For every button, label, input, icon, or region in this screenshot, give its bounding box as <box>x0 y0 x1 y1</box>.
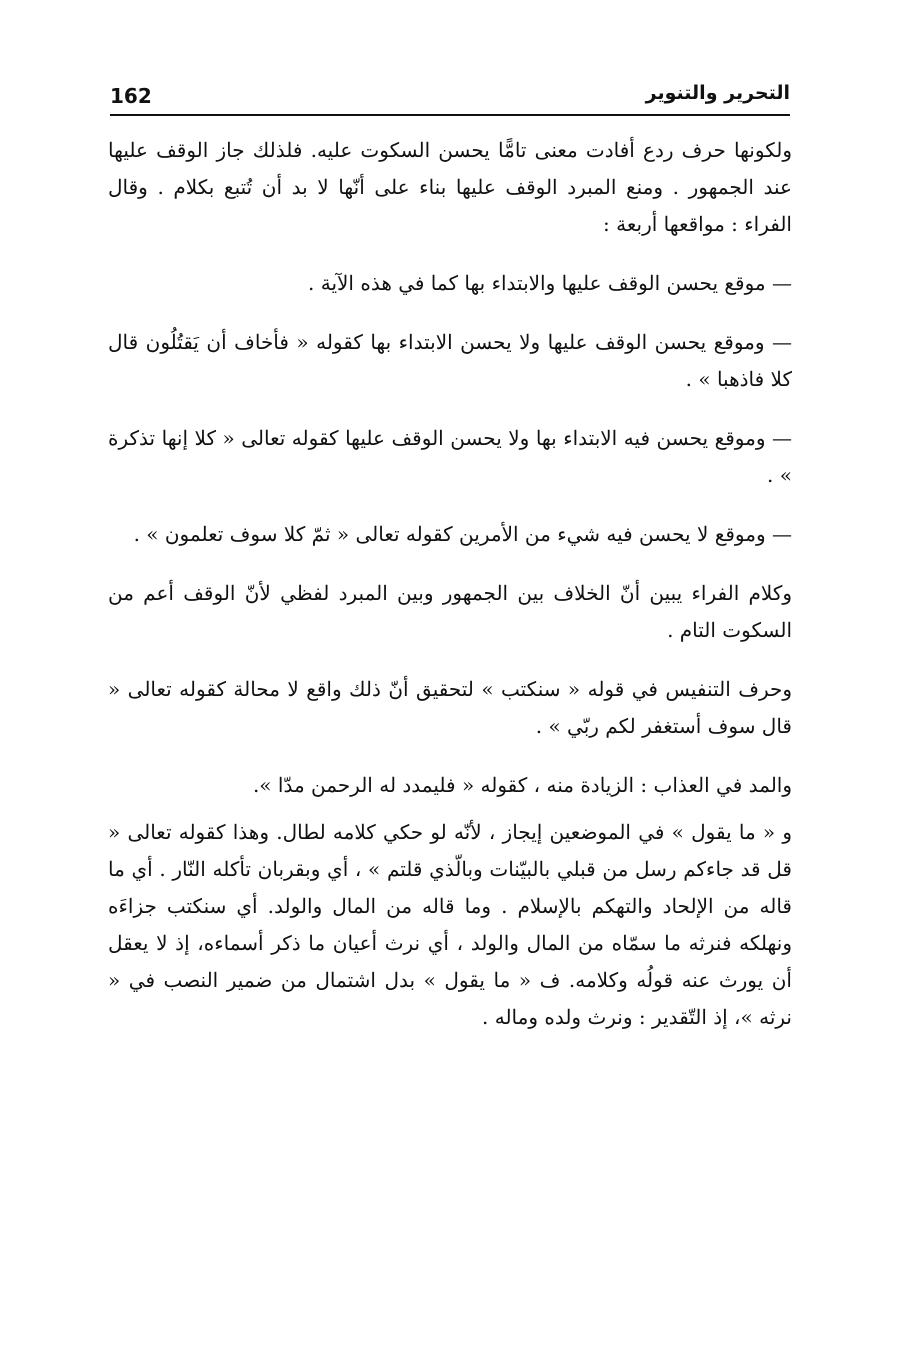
paragraph-farra-view: وكلام الفراء يبين أنّ الخلاف بين الجمهور وبين المبرد لفظي لأنّ الوقف أعم من السكوت التام . <box>108 581 792 642</box>
paragraph-kalla-meaning: ولكونها حرف ردع أفادت معنى تامًّا يحسن السكوت عليه. فلذلك جاز الوقف عليها عند الجمهور . ومنع المبرد الوقف عليها بناء على أنّها لا بد أن تُتبع بكلام . وقال الفراء : مواقعها أربعة : <box>108 138 792 236</box>
page-number: 162 <box>110 84 152 108</box>
body-text <box>108 132 792 1058</box>
list-item-position-2: — وموقع يحسن الوقف عليها ولا يحسن الابتداء بها كقوله « فأخاف أن يَقتُلُون قال كلا فاذهبا » . <box>108 330 792 391</box>
list-item-position-4: — وموقع لا يحسن فيه شيء من الأمرين كقوله تعالى « ثمّ كلا سوف تعلمون » . <box>133 522 792 546</box>
list-item-position-3: — وموقع يحسن فيه الابتداء بها ولا يحسن الوقف عليها كقوله تعالى « كلا إنها تذكرة » . <box>108 426 792 487</box>
paragraph-tanfis: وحرف التنفيس في قوله « سنكتب » لتحقيق أنّ ذلك واقع لا محالة كقوله تعالى « قال سوف أستغفر لكم ربّي » . <box>108 677 792 738</box>
running-title: التحرير والتنوير <box>645 82 790 104</box>
page-header <box>110 82 790 116</box>
list-item-position-1: — موقع يحسن الوقف عليها والابتداء بها كما في هذه الآية . <box>308 271 792 295</box>
paragraph-ma-yaqul: و « ما يقول » في الموضعين إيجاز ، لأنّه لو حكي كلامه لطال. وهذا كقوله تعالى « قل قد جاءكم رسل من قبلي بالبيّنات وبالّذي قلتم » ، أي وبقربان تأكله النّار . أي ما قاله من الإلحاد والتهكم بالإسلام . وما قاله من المال والولد. أي سنكتب جزاءَه ونهلكه فنرثه ما سمّاه من المال والولد ، أي نرث أعيان ما ذكر أسماءه، إذ لا يعقل أن يورث عنه قولُه وكلامه. ف « ما يقول » بدل اشتمال من ضمير النصب في « نرثه »، إذ التّقدير : ونرث ولده وماله . <box>108 820 792 1029</box>
paragraph-madd: والمد في العذاب : الزيادة منه ، كقوله « فليمدد له الرحمن مدّا ». <box>252 773 792 797</box>
